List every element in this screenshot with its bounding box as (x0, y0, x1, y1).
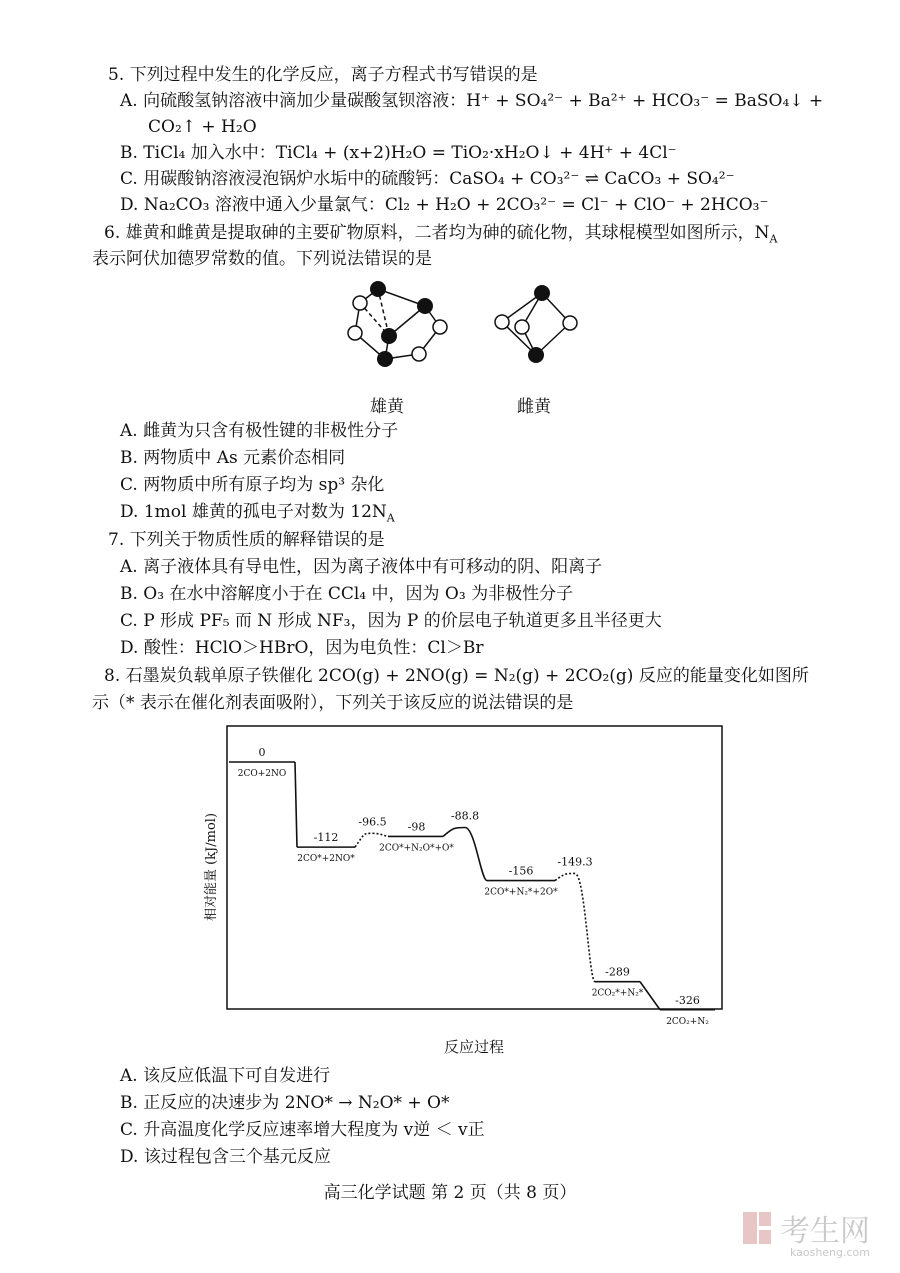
orpiment-model (480, 272, 590, 372)
sulfur-atom (563, 316, 577, 330)
q5-option-c: C. 用碳酸钠溶液浸泡锅炉水垢中的硫酸钙：CaSO₄ + CO₃²⁻ ⇌ CaCO₃ + SO₄²⁻ (120, 169, 735, 189)
species-label: 2CO+2NO (237, 769, 287, 779)
energy-value-label: -156 (508, 864, 534, 878)
q6-stem-cont: 表示阿伏加德罗常数的值。下列说法错误的是 (92, 249, 432, 269)
watermark-logo-icon (739, 1208, 775, 1248)
energy-value-label: -289 (605, 965, 630, 979)
transition-state-label: -96.5 (358, 815, 387, 829)
q5-option-b: B. TiCl₄ 加入水中：TiCl₄ + (x+2)H₂O = TiO₂·xH₂O↓ + 4H⁺ + 4Cl⁻ (120, 143, 677, 163)
sulfur-atom (348, 326, 362, 340)
transition-state-label: -88.8 (450, 809, 480, 823)
y-axis-label: 相对能量 (kJ/mol) (204, 812, 219, 922)
x-axis-label: 反应过程 (443, 1038, 505, 1056)
page-footer: 高三化学试题 第 2 页（共 8 页） (323, 1183, 577, 1203)
arsenic-atom (528, 347, 544, 363)
transition-state-label: -149.3 (557, 855, 593, 869)
q8-stem: 8. 石墨炭负载单原子铁催化 2CO(g) + 2NO(g) = N₂(g) + 2CO₂(g) 反应的能量变化如图所 (104, 666, 809, 686)
q5-stem: 5. 下列过程中发生的化学反应，离子方程式书写错误的是 (108, 65, 538, 85)
species-label: 2CO*+N₂O*+O* (379, 843, 454, 854)
realgar-label: 雄黄 (370, 397, 404, 417)
species-label: 2CO*+2NO* (297, 854, 355, 865)
energy-value-label: -98 (407, 820, 426, 834)
q5-option-a: A. 向硫酸氢钠溶液中滴加少量碳酸氢钡溶液：H⁺ + SO₄²⁻ + Ba²⁺ + HCO₃⁻ = BaSO₄↓ + (120, 91, 824, 111)
q6-option-c: C. 两物质中所有原子均为 sp³ 杂化 (120, 475, 385, 495)
transition-state-curve (555, 873, 595, 981)
q6-option-a: A. 雌黄为只含有极性键的非极性分子 (120, 421, 399, 441)
q7-option-a: A. 离子液体具有导电性，因为离子液体中有可移动的阴、阳离子 (120, 557, 603, 577)
sulfur-atom (433, 320, 447, 334)
q8-option-a: A. 该反应低温下可自发进行 (120, 1066, 331, 1086)
sulfur-atom (412, 347, 426, 361)
q6-option-b: B. 两物质中 As 元素价态相同 (120, 448, 346, 468)
orpiment-label: 雌黄 (517, 397, 551, 417)
q7-option-d: D. 酸性：HClO＞HBrO，因为电负性：Cl＞Br (120, 638, 484, 658)
species-label: 2CO₂*+N₂* (591, 988, 644, 999)
q7-option-c: C. P 形成 PF₅ 而 N 形成 NF₃，因为 P 的价层电子轨道更多且半径更大 (120, 611, 662, 631)
species-label: 2CO*+N₂*+2O* (484, 887, 558, 898)
q5-option-a-cont: CO₂↑ + H₂O (148, 117, 257, 137)
q6-option-d: D. 1mol 雄黄的孤电子对数为 $12N_A$ (120, 502, 395, 525)
q7-stem: 7. 下列关于物质性质的解释错误的是 (108, 530, 385, 550)
q8-option-c: C. 升高温度化学反应速率增大程度为 v逆 ＜ v正 (120, 1120, 485, 1140)
energy-value-label: -112 (313, 831, 339, 845)
arsenic-atom (370, 281, 386, 297)
realgar-model (340, 272, 460, 372)
transition-state-curve (443, 827, 487, 880)
arsenic-atom (381, 328, 397, 344)
watermark: 考生网 kaosheng.com (739, 1206, 870, 1259)
sulfur-atom (515, 320, 529, 334)
plot-frame (227, 726, 722, 1009)
energy-diagram (185, 722, 745, 1062)
sulfur-atom (495, 315, 509, 329)
sulfur-atom (353, 296, 367, 310)
reaction-path (295, 762, 297, 847)
q8-option-d: D. 该过程包含三个基元反应 (120, 1147, 331, 1167)
energy-value-label: -326 (675, 993, 700, 1007)
arsenic-atom (417, 298, 433, 314)
species-label: 2CO₂+N₂ (666, 1016, 709, 1027)
energy-value-label: 0 (258, 746, 266, 759)
q6-stem: 6. 雄黄和雌黄是提取砷的主要矿物原料，二者均为砷的硫化物，其球棍模型如图所示，$N_A$ (104, 223, 778, 246)
arsenic-atom (377, 351, 393, 367)
q8-stem-cont: 示（* 表示在催化剂表面吸附），下列关于该反应的说法错误的是 (92, 693, 574, 713)
q7-option-b: B. O₃ 在水中溶解度小于在 CCl₄ 中，因为 O₃ 为非极性分子 (120, 584, 574, 604)
q5-option-d: D. Na₂CO₃ 溶液中通入少量氯气：Cl₂ + H₂O + 2CO₃²⁻ = Cl⁻ + ClO⁻ + 2HCO₃⁻ (120, 195, 769, 215)
q8-option-b: B. 正反应的决速步为 2NO* → N₂O* + O* (120, 1093, 450, 1113)
arsenic-atom (534, 285, 550, 301)
